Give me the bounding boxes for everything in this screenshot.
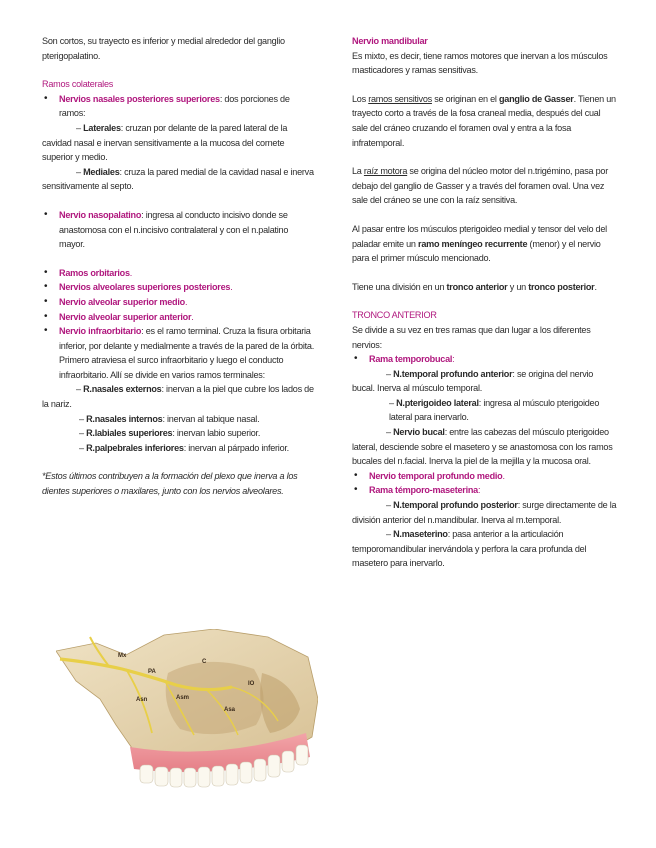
ramos-sensitivos-paragraph: Los ramos sensitivos se originan en el ganglio de Gasser. Tienen un trayecto corto a través de la fosa craneal media, después del cual sale del cráneo cruzando el foramen oval y entra a la fosa infratemporal.: [352, 93, 616, 148]
alveolares-posteriores-item: • Nervios alveolares superiores posteriores.: [42, 280, 314, 295]
label-asn: Asn: [136, 697, 148, 703]
orbitarios-item: • Ramos orbitarios.: [42, 266, 314, 281]
label-mx: Mx: [118, 653, 127, 659]
nasales-posteriores-item: • Nervios nasales posteriores superiores: dos porciones de ramos:: [42, 92, 314, 121]
maseterino-item: – N.maseterino: pasa anterior a la articulación temporomandibular inervándola y perfora la cara profunda del masetero para inervarlo.: [352, 529, 587, 569]
rama-temporobucal-item: • Rama temporobucal:: [352, 352, 618, 367]
rama-temporo-maseterina-item: • Rama témporo-maseterina:: [352, 483, 618, 498]
label-asm: Asm: [176, 695, 190, 701]
label-asa: Asa: [224, 707, 236, 713]
label-c: C: [202, 659, 207, 665]
intro-text: Son cortos, su trayecto es inferior y medial alrededor del ganglio pterigopalatino.: [42, 36, 285, 61]
temporal-profundo-anterior-item: – N.temporal profundo anterior: se origina del nervio bucal. Inerva al músculo temporal.: [352, 368, 594, 394]
nasales-internos-item: – R.nasales internos: inervan al tabique nasal.: [79, 413, 260, 424]
temporal-profundo-medio-item: • Nervio temporal profundo medio.: [352, 469, 618, 484]
alveolar-medio-item: • Nervio alveolar superior medio.: [42, 295, 314, 310]
pterigoideo-lateral-item: – N.pterigoideo lateral: ingresa al músculo pterigoideo lateral para inervarlo.: [389, 397, 600, 423]
infraorbitario-item: • Nervio infraorbitario: es el ramo terminal. Cruza la fisura orbitaria inferior, por delante y medialmente a través de la pared de la órbita. Primero atraviesa el surco infraorbitario y luego el conducto infraorbitario. Allí se divide en varios ramos terminales:: [42, 324, 314, 382]
tronco-anterior-text: Se divide a su vez en tres ramas que dan lugar a los diferentes nervios:: [352, 324, 591, 350]
alveolar-anterior-item: • Nervio alveolar superior anterior.: [42, 310, 314, 325]
maxilla-anatomy-figure: [56, 629, 318, 789]
nasales-externos-item: – R.nasales externos: inervan a la piel que cubre los lados de la nariz.: [42, 384, 314, 410]
nervio-bucal-item: – Nervio bucal: entre las cabezas del músculo pterigoideo lateral, desciende sobre el masetero y se anastomosa con los ramos bucales del n.facial. Inerva la piel de la mejilla y la mucosa oral.: [352, 427, 613, 467]
left-column: [42, 34, 314, 499]
nasopalatino-item: • Nervio nasopalatino: ingresa al conducto incisivo donde se anastomosa con el n.incisivo contralateral y con el n.palatino mayor.: [42, 208, 314, 252]
mediales-item: – Mediales: cruza la pared medial de la cavidad nasal e inerva sensitivamente al septo.: [42, 166, 314, 192]
raiz-motora-paragraph: La raíz motora se origina del núcleo motor del n.trigémino, pasa por debajo del ganglio de Gasser y a través del foramen oval. Una vez sale del cráneo se une con la raíz sensitiva.: [352, 166, 608, 206]
right-column: [352, 34, 618, 571]
footnote: *Estos últimos contribuyen a la formación del plexo que inerva a los dientes superiores o maxilares, junto con los nervios alveolares.: [42, 471, 298, 497]
temporal-profundo-posterior-item: – N.temporal profundo posterior: surge directamente de la división anterior del n.mandibular. Inerva al m.temporal.: [352, 500, 617, 525]
label-io: IO: [248, 681, 255, 687]
meningeo-paragraph: Al pasar entre los músculos pterigoideo medial y tensor del velo del paladar emite un ramo meníngeo recurrente (menor) y el nervio para el primer músculo mencionado.: [352, 223, 607, 264]
tronco-anterior-title: TRONCO ANTERIOR: [352, 310, 437, 321]
division-paragraph: Tiene una división en un tronco anterior y un tronco posterior.: [352, 281, 597, 292]
label-pa: PA: [148, 669, 156, 675]
mandibular-title: Nervio mandibular: [352, 36, 428, 46]
ramos-colaterales-title: Ramos colaterales: [42, 79, 114, 90]
palpebrales-item: – R.palpebrales inferiores: inervan al párpado inferior.: [79, 442, 289, 453]
laterales-item: – Laterales: cruzan por delante de la pared lateral de la cavidad nasal e inervan sensitivamente a la mucosa del cornete superior y medio.: [42, 122, 288, 163]
mandibular-text: Es mixto, es decir, tiene ramos motores que inervan a los músculos masticadores y ramas sensitivas.: [352, 50, 608, 76]
labiales-item: – R.labiales superiores: inervan labio superior.: [79, 428, 261, 439]
